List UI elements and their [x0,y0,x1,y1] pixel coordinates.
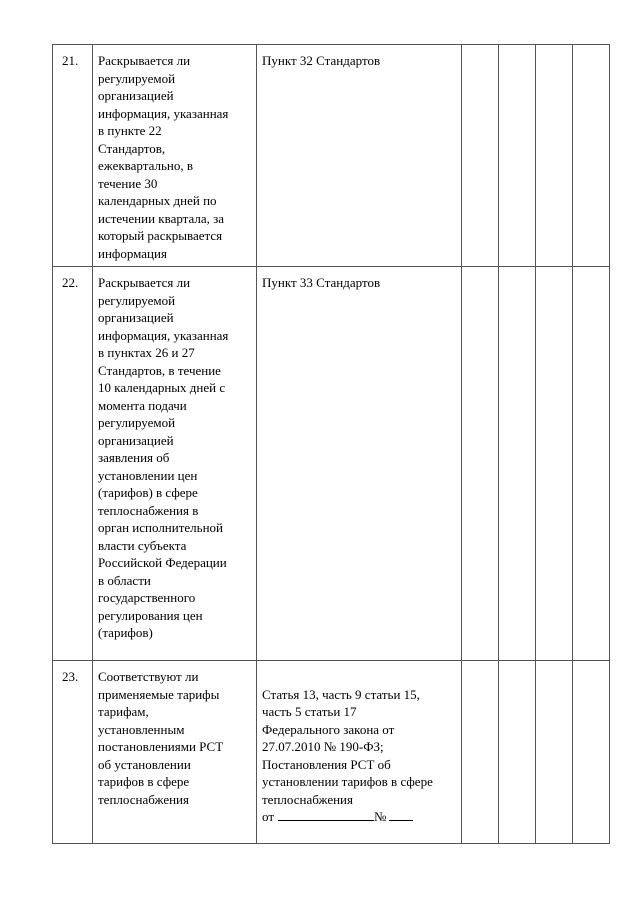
row-number: 23. [62,669,79,684]
reference-text: Пункт 32 Стандартов [262,53,381,68]
reference-body: Статья 13, часть 9 статьи 15, часть 5 статьи 17 Федерального закона от 27.07.2010 № 190-ФЗ; Постановления РСТ об установлении тарифов в сфере теплоснабжения [262,686,433,807]
answer-cell-yes[interactable] [462,661,499,844]
row-number-cell [53,267,93,661]
answer-cell-yes[interactable] [462,45,499,267]
reference-text [257,661,461,843]
notes-cell[interactable] [573,267,610,661]
decree-number-blank[interactable] [389,808,413,821]
decree-reference-line [262,808,457,826]
decree-date-prefix: от [262,809,275,824]
decree-number-sign: № [374,809,387,824]
row-number: 21. [62,53,79,68]
answer-cell-na[interactable] [536,45,573,267]
table-row [53,661,610,844]
row-number: 22. [62,275,79,290]
answer-cell-na[interactable] [536,661,573,844]
answer-cell-yes[interactable] [462,267,499,661]
decree-date-blank[interactable] [278,808,374,821]
question-cell [93,45,257,267]
notes-cell[interactable] [573,661,610,844]
answer-cell-na[interactable] [536,267,573,661]
notes-cell[interactable] [573,45,610,267]
reference-cell [257,45,462,267]
question-cell [93,267,257,661]
row-number-cell [53,661,93,844]
reference-cell [257,661,462,844]
answer-cell-no[interactable] [499,661,536,844]
question-text: Раскрывается ли регулируемой организацией информация, указанная в пунктах 26 и 27 Стандартов, в течение 10 календарных дней с момента подачи регулируемой организацией заявления об установлении цен (тарифов) в сфере теплоснабжения в орган исполнительной власти субъекта Российской Федерации в области государственного регулирования цен (тарифов) [98,275,229,640]
question-text: Раскрывается ли регулируемой организацией информация, указанная в пункте 22 Стандартов, ежеквартально, в течение 30 календарных дней по истечении квартала, за который раскрывается информация [98,53,229,261]
checklist-table [52,44,610,844]
question-cell [93,661,257,844]
row-number-cell [53,45,93,267]
reference-text: Пункт 33 Стандартов [262,275,381,290]
question-text: Соответствуют ли применяемые тарифы тарифам, установленным постановлениями РСТ об установлении тарифов в сфере теплоснабжения [98,669,224,807]
table-row [53,267,610,661]
reference-cell [257,267,462,661]
answer-cell-no[interactable] [499,45,536,267]
table-row [53,45,610,267]
answer-cell-no[interactable] [499,267,536,661]
